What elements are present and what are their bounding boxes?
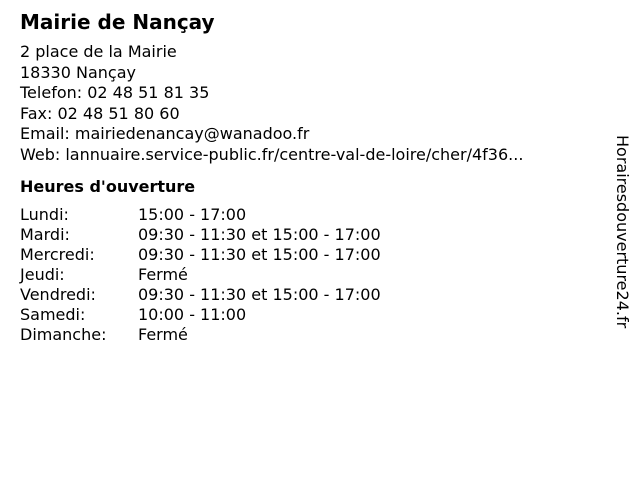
hours-day: Mercredi: xyxy=(20,245,95,264)
site-watermark: Horairesdouverture24.fr xyxy=(613,135,632,329)
web-line xyxy=(20,145,600,166)
opening-hours-table xyxy=(20,205,600,345)
email-line xyxy=(20,124,600,145)
email-link[interactable]: mairiedenancay@wanadoo.fr xyxy=(74,124,310,143)
hours-time: 15:00 - 17:00 xyxy=(138,205,247,224)
hours-row-jeudi xyxy=(20,265,600,285)
page-title: Mairie de Nançay xyxy=(20,10,215,34)
hours-row-lundi xyxy=(20,205,600,225)
hours-row-vendredi xyxy=(20,285,600,305)
address-city: 18330 Nançay xyxy=(20,62,136,82)
hours-time: 09:30 - 11:30 et 15:00 - 17:00 xyxy=(138,285,381,304)
fax-number: Fax: 02 48 51 80 60 xyxy=(20,103,180,123)
hours-day: Jeudi: xyxy=(20,265,65,284)
email-label: Email: xyxy=(20,124,75,143)
business-info-card xyxy=(20,10,600,345)
website-link[interactable]: lannuaire.service-public.fr/centre-val-de-loire/cher/4f36... xyxy=(65,144,524,164)
hours-time: Fermé xyxy=(138,265,188,284)
hours-row-dimanche xyxy=(20,325,600,345)
opening-hours-heading: Heures d'ouverture xyxy=(20,177,196,196)
phone-number: Telefon: 02 48 51 81 35 xyxy=(20,83,210,102)
hours-day: Mardi: xyxy=(20,225,70,244)
hours-day: Vendredi: xyxy=(20,285,96,304)
hours-row-samedi xyxy=(20,305,600,325)
hours-time: 09:30 - 11:30 et 15:00 - 17:00 xyxy=(138,225,381,244)
hours-row-mardi xyxy=(20,225,600,245)
hours-day: Samedi: xyxy=(20,305,86,324)
hours-time: Fermé xyxy=(138,325,188,344)
hours-time: 09:30 - 11:30 et 15:00 - 17:00 xyxy=(138,245,381,264)
hours-time: 10:00 - 11:00 xyxy=(138,305,247,324)
hours-day: Lundi: xyxy=(20,205,69,224)
web-label: Web: xyxy=(20,144,66,164)
hours-row-mercredi xyxy=(20,245,600,265)
hours-day: Dimanche: xyxy=(20,325,107,344)
address-street: 2 place de la Mairie xyxy=(20,42,177,61)
